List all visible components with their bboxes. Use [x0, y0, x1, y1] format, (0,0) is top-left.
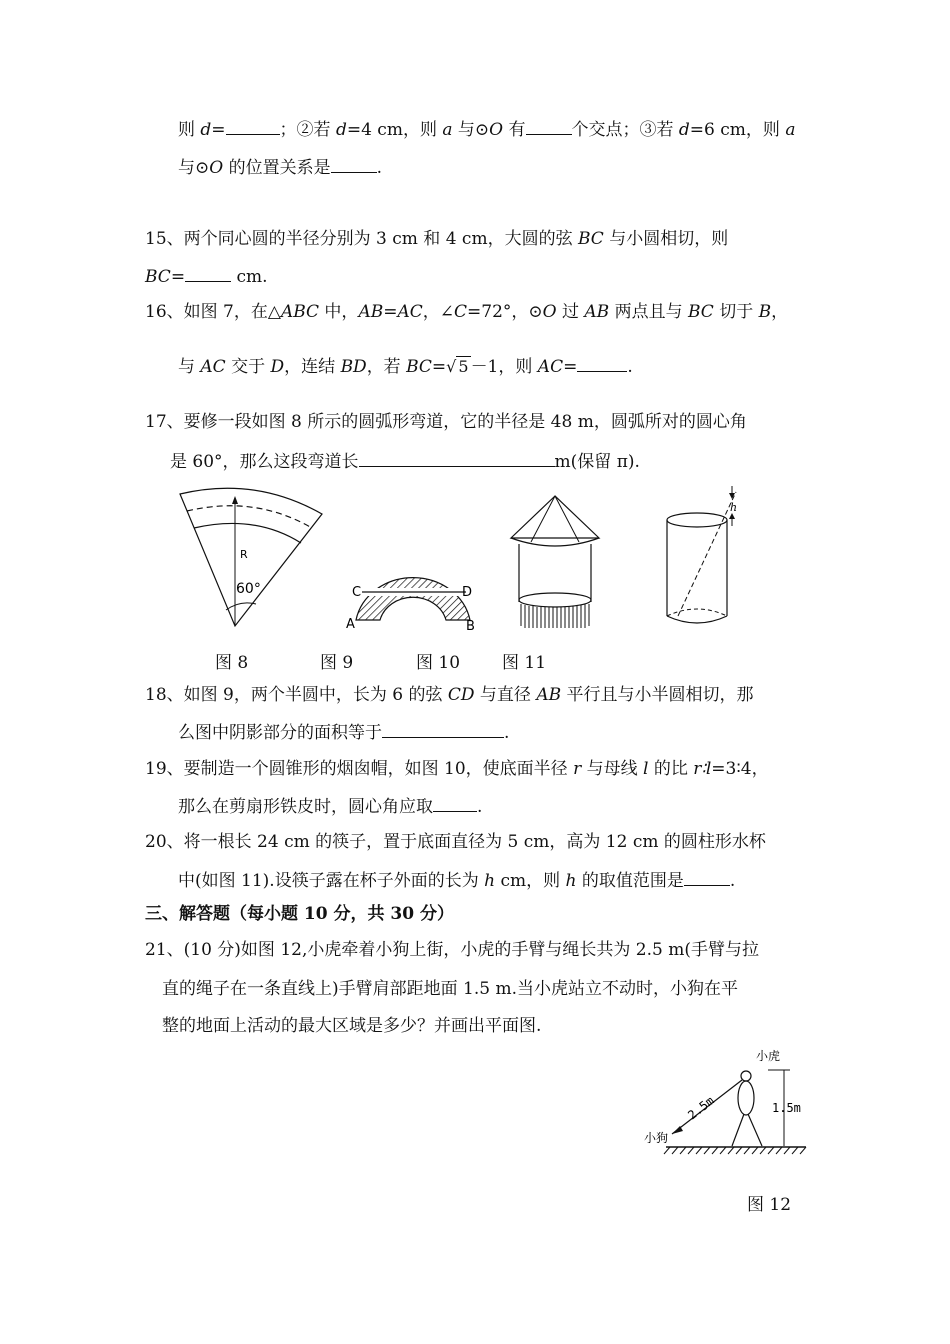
- fig9-label-b: B: [466, 619, 475, 634]
- answer-blank[interactable]: [185, 267, 231, 282]
- q17-line-2: 是 60°，那么这段弯道长 m(保留 π).: [170, 452, 640, 472]
- fig11-caption: 图 11: [502, 653, 547, 673]
- q20-line-1: 20、将一根长 24 cm 的筷子，置于底面直径为 5 cm，高为 12 cm 的圆柱形水杯: [145, 832, 766, 852]
- answer-blank[interactable]: [226, 120, 280, 135]
- figure-8: [170, 488, 330, 633]
- q17-line-1: 17、要修一段如图 8 所示的圆弧形弯道，它的半径是 48 m，圆弧所对的圆心角: [145, 412, 747, 432]
- fig9-label-c: C: [352, 585, 362, 600]
- answer-blank[interactable]: [359, 452, 555, 467]
- fig8-radius-label: R: [240, 548, 248, 561]
- q21-line-3: 整的地面上活动的最大区域是多少？并画出平面图.: [162, 1016, 542, 1036]
- q15-line-2: BC= cm.: [145, 267, 268, 287]
- answer-blank[interactable]: [433, 797, 477, 812]
- fig9-label-a: A: [346, 617, 355, 632]
- sqrt-symbol: √ 5: [446, 357, 469, 376]
- q14-line-2: 与⊙O 的位置关系是 .: [178, 158, 382, 178]
- q14-line-1: 则 d= ；②若 d=4 cm，则 a 与⊙O 有 个交点；③若 d=6 cm，则 a: [178, 120, 796, 140]
- fig8-caption: 图 8: [215, 653, 249, 673]
- figure-11: [660, 484, 750, 630]
- q20-line-2: 中(如图 11).设筷子露在杯子外面的长为 h cm，则 h 的取值范围是 .: [178, 871, 736, 891]
- fig11-h-label: h: [730, 501, 738, 514]
- q18-line-1: 18、如图 9，两个半圆中，长为 6 的弦 CD 与直径 AB 平行且与小半圆相切，那: [145, 685, 754, 705]
- q21-line-1: 21、(10 分)如图 12,小虎牵着小狗上街，小虎的手臂与绳长共为 2.5 m(手臂与拉: [145, 940, 759, 960]
- fig12-rope-label: 2.5m: [685, 1093, 717, 1123]
- q18-line-2: 么图中阴影部分的面积等于 .: [178, 723, 510, 743]
- q21-line-2: 直的绳子在一条直线上)手臂肩部距地面 1.5 m.当小虎站立不动时，小狗在平: [162, 979, 738, 999]
- q19-line-2: 那么在剪扇形铁皮时，圆心角应取 .: [178, 797, 483, 817]
- fig8-angle-label: 60°: [236, 581, 261, 597]
- fig12-caption: 图 12: [747, 1195, 792, 1215]
- answer-blank[interactable]: [526, 120, 572, 135]
- fig9-label-d: D: [462, 585, 473, 600]
- figure-12: [640, 1046, 810, 1156]
- answer-blank[interactable]: [684, 871, 730, 886]
- fig10-caption: 图 10: [416, 653, 461, 673]
- answer-blank[interactable]: [382, 723, 504, 738]
- answer-blank[interactable]: [331, 158, 377, 173]
- q15-line-1: 15、两个同心圆的半径分别为 3 cm 和 4 cm，大圆的弦 BC 与小圆相切，则: [145, 229, 729, 249]
- answer-blank[interactable]: [577, 357, 627, 372]
- q19-line-1: 19、要制造一个圆锥形的烟囱帽，如图 10，使底面半径 r 与母线 l 的比 r∶l=3∶4，: [145, 759, 769, 779]
- section-3-heading: 三、解答题（每小题 10 分，共 30 分）: [145, 904, 454, 924]
- q16-line-2: 与 AC 交于 D，连结 BD，若 BC=√ 5 －1，则 AC= .: [178, 357, 633, 377]
- q16-line-1: 16、如图 7，在△ABC 中，AB=AC，∠C=72°，⊙O 过 AB 两点且与 BC 切于 B，: [145, 302, 789, 322]
- fig9-caption: 图 9: [320, 653, 354, 673]
- fig12-height-label: 1.5m: [772, 1101, 801, 1115]
- figure-10: [505, 492, 605, 634]
- fig12-dog-label: 小狗: [644, 1131, 669, 1145]
- figure-9: [340, 560, 490, 632]
- fig12-tiger-label: 小虎: [756, 1049, 781, 1063]
